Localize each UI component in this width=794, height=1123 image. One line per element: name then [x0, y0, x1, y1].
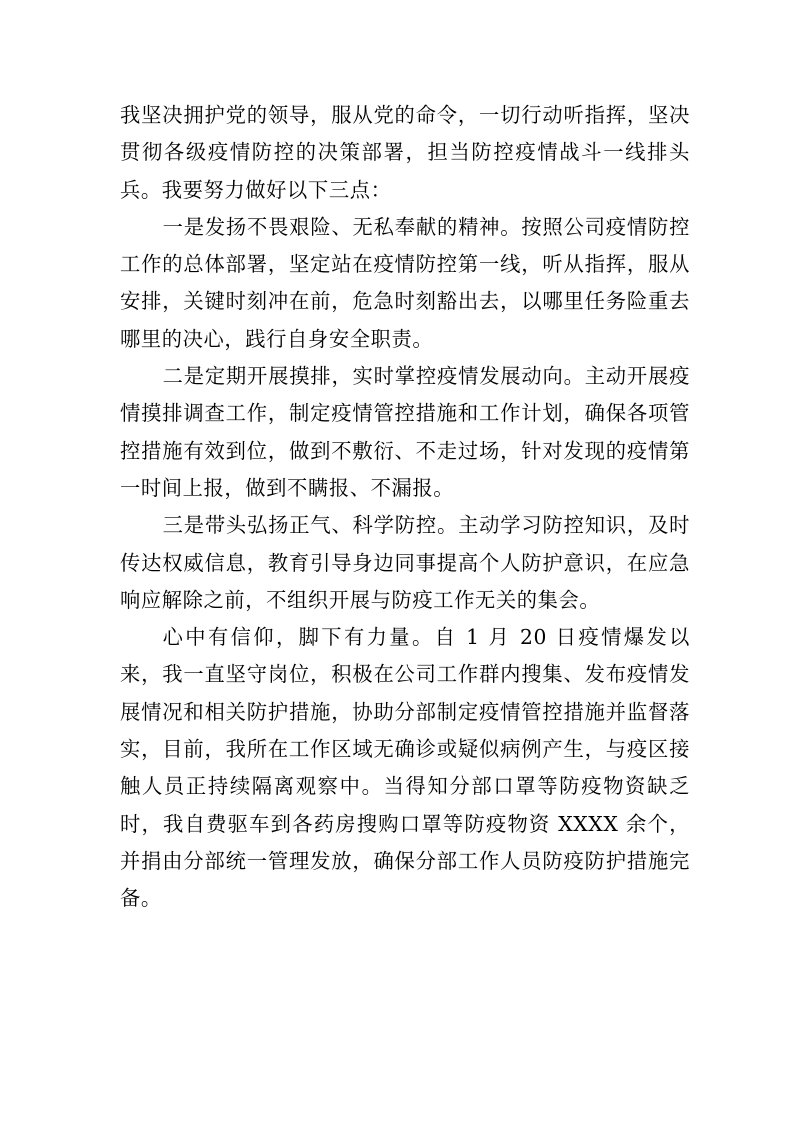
document-body [120, 97, 690, 918]
paragraph-point-two: 二是定期开展摸排，实时掌控疫情发展动向。主动开展疫情摸排调查工作，制定疫情管控措施和工作计划，确保各项管控措施有效到位，做到不敷衍、不走过场，针对发现的疫情第一时间上报，做到不瞒报、不漏报。 [120, 364, 690, 500]
paragraph-summary: 心中有信仰，脚下有力量。自 1 月 20 日疫情爆发以来，我一直坚守岗位，积极在公司工作群内搜集、发布疫情发展情况和相关防护措施，协助分部制定疫情管控措施并监督落实，目前，我所在工作区域无确诊或疑似病例产生，与疫区接触人员正持续隔离观察中。当得知分部口罩等防疫物资缺乏时，我自费驱车到各药房搜购口罩等防疫物资 XXXX 余个，并捐由分部统一管理发放，确保分部工作人员防疫防护措施完备。 [120, 625, 690, 911]
paragraph-point-three: 三是带头弘扬正气、科学防控。主动学习防控知识，及时传达权威信息，教育引导身边同事提高个人防护意识，在应急响应解除之前，不组织开展与防疫工作无关的集会。 [120, 513, 690, 612]
paragraph-point-one: 一是发扬不畏艰险、无私奉献的精神。按照公司疫情防控工作的总体部署，坚定站在疫情防控第一线，听从指挥，服从安排，关键时刻冲在前，危急时刻豁出去，以哪里任务险重去哪里的决心，践行自身安全职责。 [120, 214, 690, 351]
paragraph-continuation: 我坚决拥护党的领导，服从党的命令，一切行动听指挥，坚决贯彻各级疫情防控的决策部署，担当防控疫情战斗一线排头兵。我要努力做好以下三点： [120, 103, 690, 202]
